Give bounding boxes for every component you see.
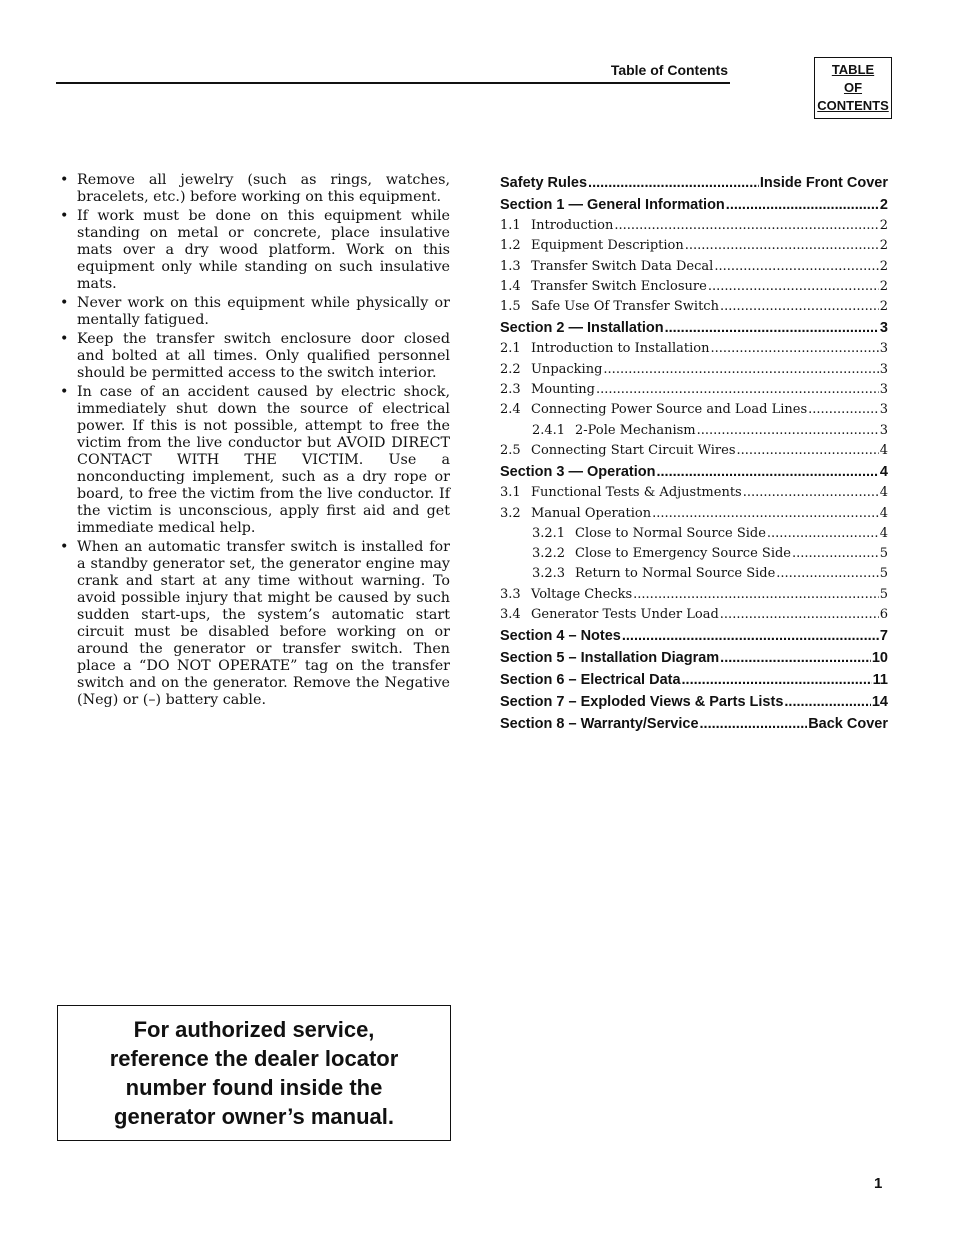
toc-entry-number: 3.2.1 (532, 525, 566, 541)
toc-subsection-entry[interactable] (500, 524, 888, 544)
toc-dot-leader (622, 625, 879, 647)
toc-dot-leader (603, 360, 878, 380)
toc-entry-title: Section 1 — General Information (500, 197, 725, 213)
toc-subsection-entry[interactable] (500, 400, 888, 420)
toc-entry-number: 2.4.1 (532, 422, 566, 438)
toc-entry-number: 3.4 (500, 607, 521, 623)
toc-entry-page: 7 (879, 628, 888, 645)
toc-dot-leader (726, 194, 879, 216)
toc-entry-page: 5 (879, 566, 888, 582)
toc-entry-number: 2.4 (500, 402, 521, 418)
toc-entry-title: Equipment Description (531, 238, 684, 254)
bullet-icon: • (60, 208, 69, 224)
safety-rule-text: Keep the transfer switch enclosure door closed and bolted at all times. Only qualified personnel should be permitted access to the switch interior. (77, 331, 450, 381)
toc-subsection-entry[interactable] (500, 380, 888, 400)
toc-dot-leader (652, 504, 879, 524)
toc-entry-number: 3.2.2 (532, 546, 566, 562)
toc-entry-page: Back Cover (808, 716, 888, 733)
toc-subsection-entry[interactable] (500, 605, 888, 625)
toc-entry-page: 5 (879, 586, 888, 602)
toc-dot-leader (596, 380, 879, 400)
toc-entry-page: 3 (879, 361, 888, 377)
toc-subsection-entry[interactable] (500, 339, 888, 359)
toc-entry-page: 14 (871, 694, 888, 711)
bullet-icon: • (60, 172, 69, 188)
tab-line: OF (843, 80, 863, 95)
toc-entry-title: Section 5 – Installation Diagram (500, 650, 720, 667)
toc-entry-page: 4 (879, 442, 888, 458)
toc-section-entry[interactable] (500, 172, 888, 194)
toc-entry-page: 5 (879, 546, 888, 562)
toc-dot-leader (743, 483, 879, 503)
toc-entry-number: 2.2 (500, 361, 521, 377)
toc-entry-page: 4 (879, 464, 888, 481)
safety-rule-item (58, 539, 450, 709)
toc-section-entry[interactable] (500, 691, 888, 713)
header-rule (56, 82, 730, 84)
toc-entry-number: 1.3 (500, 258, 521, 274)
toc-section-entry[interactable] (500, 669, 888, 691)
toc-entry-number: 2.1 (500, 341, 521, 357)
toc-entry-page: 3 (879, 382, 888, 398)
toc-entry-page: 11 (872, 672, 888, 689)
safety-rules-list (58, 172, 450, 711)
toc-subsection-entry[interactable] (500, 544, 888, 564)
toc-dot-leader (792, 544, 879, 564)
toc-dot-leader (710, 339, 878, 359)
toc-entry-page: Inside Front Cover (759, 175, 888, 191)
toc-subsection-entry[interactable] (500, 216, 888, 236)
toc-entry-number: 3.1 (500, 485, 521, 501)
page-number: 1 (874, 1175, 883, 1192)
toc-entry-title: Connecting Start Circuit Wires (531, 442, 736, 458)
toc-entry-title: Return to Normal Source Side (575, 566, 776, 582)
toc-entry-title: Section 4 – Notes (500, 628, 621, 645)
toc-section-entry[interactable] (500, 713, 888, 735)
toc-entry-page: 2 (879, 238, 888, 254)
toc-section-entry[interactable] (500, 461, 888, 483)
table-of-contents (500, 172, 888, 735)
safety-rule-item (58, 172, 450, 206)
bullet-icon: • (60, 295, 69, 311)
toc-entry-page: 6 (879, 607, 888, 623)
bullet-icon: • (60, 539, 69, 555)
toc-dot-leader (737, 441, 879, 461)
toc-subsection-entry[interactable] (500, 504, 888, 524)
toc-dot-leader (682, 669, 872, 691)
toc-entry-page: 3 (879, 422, 888, 438)
toc-entry-title: 2-Pole Mechanism (575, 422, 696, 438)
toc-entry-title: Section 7 – Exploded Views & Parts Lists (500, 694, 784, 711)
toc-subsection-entry[interactable] (500, 257, 888, 277)
toc-dot-leader (714, 257, 878, 277)
toc-entry-title: Transfer Switch Data Decal (531, 258, 714, 274)
toc-entry-number: 1.4 (500, 278, 521, 294)
toc-dot-leader (720, 647, 871, 669)
safety-rule-item (58, 295, 450, 329)
toc-dot-leader (614, 216, 878, 236)
toc-entry-title: Introduction to Installation (531, 341, 710, 357)
toc-entry-number: 2.3 (500, 382, 521, 398)
toc-entry-page: 2 (879, 278, 888, 294)
toc-dot-leader (720, 297, 879, 317)
safety-rule-text: Remove all jewelry (such as rings, watches, bracelets, etc.) before working on this equipment. (77, 172, 450, 205)
toc-entry-title: Safe Use Of Transfer Switch (531, 299, 719, 315)
toc-entry-title: Section 8 – Warranty/Service (500, 716, 699, 733)
toc-subsection-entry[interactable] (500, 236, 888, 256)
toc-entry-number: 1.1 (500, 218, 521, 233)
toc-entry-title: Close to Normal Source Side (575, 525, 766, 541)
toc-subsection-entry[interactable] (500, 277, 888, 297)
toc-entry-title: Unpacking (531, 361, 603, 377)
toc-entry-page: 4 (879, 525, 888, 541)
toc-entry-title: Close to Emergency Source Side (575, 546, 791, 562)
safety-rule-item (58, 208, 450, 293)
toc-entry-page: 4 (879, 485, 888, 501)
bullet-icon: • (60, 384, 69, 400)
toc-entry-title: Section 3 — Operation (500, 464, 656, 481)
toc-entry-page: 2 (879, 197, 888, 213)
toc-entry-number: 1.2 (500, 238, 521, 254)
toc-entry-title: Transfer Switch Enclosure (531, 278, 707, 294)
safety-rule-text: If work must be done on this equipment while standing on metal or concrete, place insulative mats over a dry wood platform. Work on this equipment only while standing on such insulative mats. (77, 208, 450, 292)
toc-entry-title: Mounting (531, 382, 595, 398)
toc-subsection-entry[interactable] (500, 564, 888, 584)
toc-dot-leader (588, 172, 759, 194)
toc-dot-leader (700, 713, 808, 735)
toc-entry-title: Connecting Power Source and Load Lines (531, 402, 808, 418)
safety-rule-text: When an automatic transfer switch is installed for a standby generator set, the generator engine may crank and start at any time without warning. To avoid possible injury that might be caused by such sudden start-ups, the system’s automatic start circuit must be disabled before working on or around the generator or transfer switch. Then place a “DO NOT OPERATE” tag on the transfer switch and on the generator. Remove the Negative (Neg) or (–) battery cable. (77, 539, 450, 708)
toc-entry-page: 3 (879, 320, 888, 337)
toc-entry-page: 3 (879, 402, 888, 418)
safety-rule-item (58, 331, 450, 382)
toc-entry-number: 3.2.3 (532, 566, 566, 582)
toc-entry-title: Section 2 — Installation (500, 320, 664, 337)
toc-subsection-entry[interactable] (500, 421, 888, 441)
toc-dot-leader (776, 564, 878, 584)
toc-entry-number: 2.5 (500, 442, 521, 458)
safety-rule-item (58, 384, 450, 537)
toc-section-entry[interactable] (500, 317, 888, 339)
toc-entry-number: 3.3 (500, 586, 521, 602)
toc-subsection-entry[interactable] (500, 297, 888, 317)
bullet-icon: • (60, 331, 69, 347)
toc-dot-leader (633, 585, 879, 605)
toc-entry-title: Functional Tests & Adjustments (531, 485, 742, 501)
toc-entry-title: Generator Tests Under Load (531, 607, 719, 623)
page-header-title: Table of Contents (610, 62, 728, 78)
toc-subsection-entry[interactable] (500, 441, 888, 461)
toc-dot-leader (808, 400, 879, 420)
safety-rule-text: Never work on this equipment while physically or mentally fatigued. (77, 295, 450, 328)
toc-subsection-entry[interactable] (500, 360, 888, 380)
toc-entry-page: 2 (879, 218, 888, 233)
toc-section-entry[interactable] (500, 647, 888, 669)
toc-dot-leader (697, 421, 879, 441)
toc-dot-leader (767, 524, 879, 544)
toc-entry-number: 1.5 (500, 299, 521, 315)
service-notice-box (57, 1005, 451, 1141)
toc-dot-leader (708, 277, 879, 297)
toc-entry-page: 3 (879, 341, 888, 357)
toc-dot-leader (685, 236, 879, 256)
toc-entry-title: Section 6 – Electrical Data (500, 672, 681, 689)
toc-entry-page: 10 (871, 650, 888, 667)
toc-dot-leader (784, 691, 870, 713)
service-notice-text: For authorized service, reference the dealer locator number found inside the generator owner’s manual. (109, 1017, 399, 1129)
toc-entry-title: Introduction (531, 218, 614, 233)
toc-entry-page: 2 (879, 258, 888, 274)
toc-section-entry[interactable] (500, 625, 888, 647)
toc-dot-leader (657, 461, 879, 483)
toc-section-entry[interactable] (500, 194, 888, 216)
toc-entry-page: 4 (879, 505, 888, 521)
toc-entry-title: Manual Operation (531, 505, 652, 521)
toc-entry-number: 3.2 (500, 505, 521, 521)
toc-subsection-entry[interactable] (500, 585, 888, 605)
toc-subsection-entry[interactable] (500, 483, 888, 503)
tab-line: CONTENTS (817, 98, 889, 113)
toc-entry-title: Safety Rules (500, 175, 588, 191)
toc-dot-leader (665, 317, 879, 339)
toc-entry-page: 2 (879, 299, 888, 315)
toc-entry-title: Voltage Checks (531, 586, 633, 602)
toc-tab-label (814, 57, 892, 119)
safety-rule-text: In case of an accident caused by electric shock, immediately shut down the source of electrical power. If this is not possible, attempt to free the victim from the live conductor but AVOID DIRECT CONTACT WITH THE VICTIM. Use a nonconducting implement, such as a dry rope or board, to free the victim from the live conductor. If the victim is unconscious, apply first aid and get immediate medical help. (77, 384, 450, 536)
tab-line: TABLE (831, 62, 875, 77)
toc-dot-leader (720, 605, 879, 625)
